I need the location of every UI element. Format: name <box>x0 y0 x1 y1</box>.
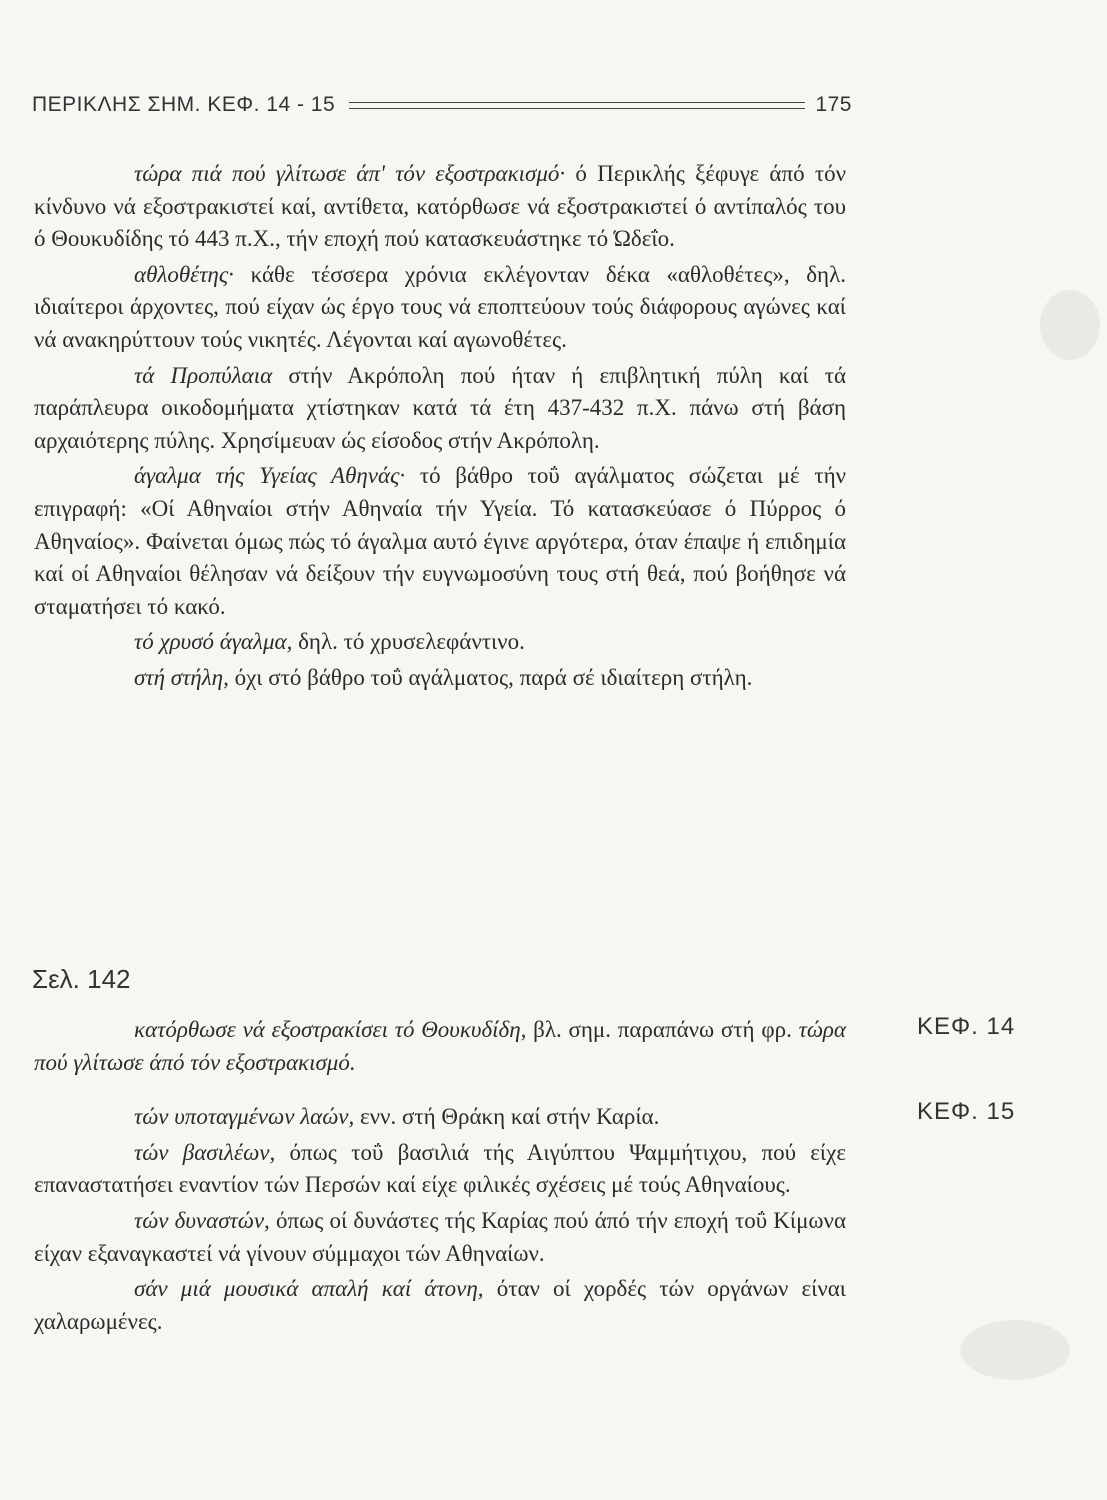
note-paragraph <box>34 1273 846 1338</box>
note-text: κάθε τέσσερα χρόνια εκλέγονταν δέκα «αθλοθέτες», δηλ. ιδιαίτεροι άρχοντες, πού είχαν ώς έργο τους νά εποπτεύουν τούς διάφορους αγώνες καί νά ανακηρύττουν τούς νικητές. Λέγονται καί αγωνοθέτες. <box>34 261 846 352</box>
note-paragraph <box>34 460 846 623</box>
note-paragraph <box>34 259 846 357</box>
note-paragraph <box>34 158 846 256</box>
note-paragraph <box>34 662 846 695</box>
note-text: στήν Ακρόπολη πού ήταν ή επιβλητική πύλη καί τά παράπλευρα οικοδομήματα χτίστηκαν κατά τά έτη 437-432 π.Χ. πάνω στή βάση αρχαιότερης πύλης. Χρησίμευαν ώς είσοδος στήν Ακρόπολη. <box>34 362 846 453</box>
note-paragraph <box>34 1137 846 1202</box>
running-header <box>32 88 852 122</box>
note-paragraph <box>34 360 846 458</box>
section-heading: Σελ. 142 <box>32 964 131 994</box>
note-text: δηλ. τό χρυσελεφάντινο. <box>292 629 525 655</box>
upper-notes <box>0 158 1107 695</box>
note-text: όχι στό βάθρο τοΰ αγάλματος, παρά σέ ιδιαίτερη στήλη. <box>228 664 753 690</box>
note-term: άγαλμα τής Υγείας Αθηνάς· <box>134 463 406 489</box>
note-text: ενν. στή Θράκη καί στήν Καρία. <box>354 1104 660 1130</box>
header-double-rule <box>349 102 805 109</box>
margin-note-kef15: ΚΕΦ. 15 <box>917 1098 1016 1125</box>
note-text: όπως τοΰ βασιλιά τής Αιγύπτου Ψαμμήτιχου, πού είχε επαναστατήσει εναντίον τών Περσών καί είχε φιλικές σχέσεις μέ τούς Αθηναίους. <box>34 1139 846 1198</box>
note-term: τών δυναστών, <box>134 1207 270 1233</box>
note-text: βλ. σημ. παραπάνω στή φρ. <box>526 1017 799 1042</box>
note-term: σάν μιά μουσικά απαλή καί άτονη, <box>134 1276 484 1302</box>
note-term: τών υποταγμένων λαών, <box>134 1104 355 1130</box>
note-text: τό βάθρο τοΰ αγάλματος σώζεται μέ τήν επιγραφή: «Οί Αθηναίοι στήν Αθηναία τήν Υγεία. Τό κατασκεύασε ό Πύρρος ό Αθηναίος». Φαίνεται όμως πώς τό άγαλμα αυτό έγινε αργότερα, όταν έπαψε ή επιδημία καί οί Αθηναίοι θέλησαν νά δείξουν τήν ευγνωμοσύνη τους στή θεά, πού βοήθησε νά σταματήσει τό κακό. <box>34 463 846 619</box>
note-term: αθλοθέτης· <box>134 261 234 287</box>
lower-notes <box>0 1014 1107 1338</box>
page-number: 175 <box>815 93 852 116</box>
note-paragraph <box>34 1205 846 1270</box>
note-term: τό χρυσό άγαλμα, <box>134 629 293 655</box>
note-term-ref: τώρα πού γλίτωσε άπό τόν εξοστρακισμό. <box>34 1017 846 1075</box>
running-title: ΠΕΡΙΚΛΗΣ ΣΗΜ. ΚΕΦ. 14 - 15 <box>32 93 336 116</box>
note-text: όταν οί χορδές τών οργάνων είναι χαλαρωμένες. <box>34 1276 846 1334</box>
note-text: ό Περικλής ξέφυγε άπό τόν κίνδυνο νά εξοστρακιστεί καί, αντίθετα, κατόρθωσε νά εξοστρακιστεί ό αντίπαλός του ό Θουκυδίδης τό 443 π.Χ., τήν εποχή πού κατασκευάστηκε τό Ώδεΐο. <box>34 161 846 252</box>
note-text: όπως οί δυνάστες τής Καρίας πού άπό τήν εποχή τοΰ Κίμωνα είχαν εξαναγκαστεί νά γίνουν σύμμαχοι τών Αθηναίων. <box>34 1207 846 1266</box>
note-paragraph <box>34 626 846 659</box>
note-term: στή στήλη, <box>134 664 229 690</box>
note-paragraph <box>34 1101 846 1134</box>
note-paragraph <box>34 1014 846 1079</box>
note-term: τώρα πιά πού γλίτωσε άπ' τόν εξοστρακισμό· <box>134 161 566 186</box>
note-term: τά Προπύλαια <box>134 362 273 388</box>
note-term: κατόρθωσε νά εξοστρακίσει τό Θουκυδίδη, <box>134 1017 527 1042</box>
note-term: τών βασιλέων, <box>134 1139 276 1165</box>
margin-note-kef14: ΚΕΦ. 14 <box>917 1013 1016 1040</box>
